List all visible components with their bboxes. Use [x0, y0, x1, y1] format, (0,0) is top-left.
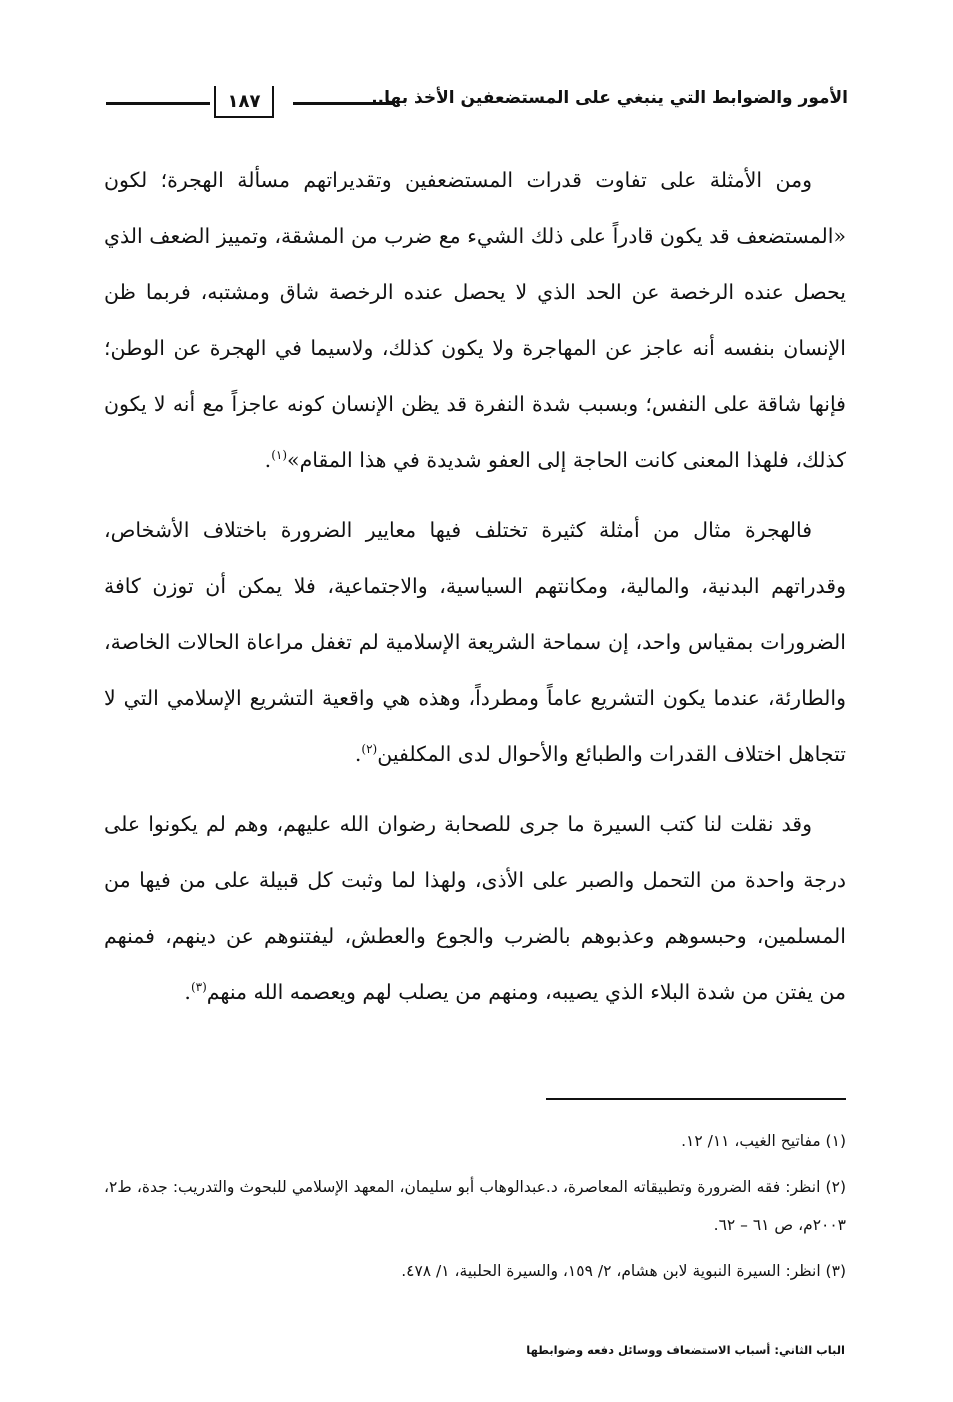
footnote-ref: (٢): [361, 742, 378, 757]
page-number: ١٨٧: [214, 86, 274, 118]
footnote-ref: (١): [271, 448, 288, 463]
paragraph-end: .: [184, 980, 191, 1004]
footnotes: [104, 1122, 846, 1298]
paragraph-text: ومن الأمثلة على تفاوت قدرات المستضعفين وتقديراتهم مسألة الهجرة؛ لكون «المستضعف قد يكون قادراً على ذلك الشيء مع ضرب من المشقة، وتمييز الضعف الذي يحصل عنده الرخصة عن الحد الذي لا يحصل عنده الرخصة شاق ومشتبه، فربما ظن الإنسان بنفسه أنه عاجز عن المهاجرة ولا يكون كذلك، ولاسيما في الهجرة عن الوطن؛ فإنها شاقة على النفس؛ وبسبب شدة النفرة قد يظن الإنسان كونه عاجزاً مع أنه لا يكون كذلك، فلهذا المعنى كانت الحاجة إلى العفو شديدة في هذا المقام»: [104, 168, 846, 472]
footnote-separator: [546, 1098, 846, 1100]
paragraph: [104, 502, 846, 782]
footnote: (١) مفاتيح الغيب، ١١/ ١٢.: [681, 1132, 846, 1150]
header-title: الأمور والضوابط التي ينبغي على المستضعفين الأخذ بها..: [371, 88, 848, 108]
footnote: (٢) انظر: فقه الضرورة وتطبيقاته المعاصرة، د.عبدالوهاب أبو سليمان، المعهد الإسلامي للبحوث والتدريب: جدة، ط٢، ٢٠٠٣م، ص ٦١ – ٦٢.: [104, 1178, 846, 1234]
header-rule-right: [293, 102, 393, 105]
body-text: [104, 152, 846, 1034]
footnote: (٣) انظر: السيرة النبوية لابن هشام، ٢/ ١٥٩، والسيرة الحلبية، ١/ ٤٧٨.: [401, 1262, 846, 1280]
paragraph: [104, 796, 846, 1020]
paragraph: [104, 152, 846, 488]
header-rule-left: [106, 102, 210, 105]
paragraph-end: .: [354, 742, 362, 766]
paragraph-text: فالهجرة مثال من أمثلة كثيرة تختلف فيها معايير الضرورة باختلاف الأشخاص، وقدراتهم البدنية، والمالية، ومكانتهم السياسية، والاجتماعية، فلا يمكن أن توزن كافة الضرورات بمقياس واحد، إن سماحة الشريعة الإسلامية لم تغفل مراعاة الحالات الخاصة، والطارئة، عندما يكون التشريع عاماً ومطرداً، وهذه هي واقعية التشريع الإسلامي التي لا تتجاهل اختلاف القدرات والطبائع والأحوال لدى المكلفين: [104, 518, 846, 766]
footnote-ref: (٣): [190, 980, 207, 995]
paragraph-end: .: [264, 448, 272, 472]
page-header: [106, 86, 848, 122]
paragraph-text: وقد نقلت لنا كتب السيرة ما جرى للصحابة رضوان الله عليهم، وهم لم يكونوا على درجة واحدة من التحمل والصبر على الأذى، ولهذا لما وثبت كل قبيلة على من فيها من المسلمين، وحبسوهم وعذبوهم بالضرب والجوع والعطش، ليفتنوهم عن دينهم، فمنهم من يفتن من شدة البلاء الذي يصيبه، ومنهم من يصلب لهم ويعصمه الله منهم: [104, 812, 846, 1004]
running-footer: الباب الثاني: أسباب الاستضعاف ووسائل دفعه وضوابطها: [526, 1343, 845, 1357]
